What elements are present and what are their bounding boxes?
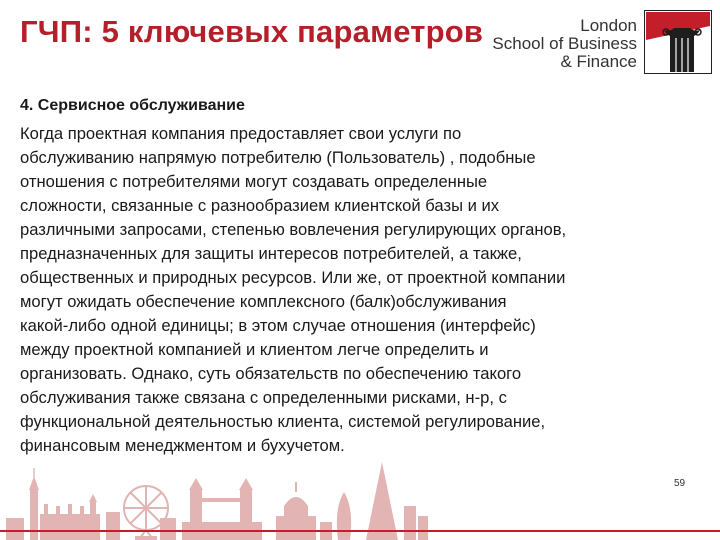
body-paragraph — [20, 122, 700, 458]
body-line-9: какой-либо одной единицы; в этом случае отношения (интерфейс) — [20, 316, 536, 335]
body-line-12: обслуживания также связана с определенными рисками, н-р, с — [20, 388, 507, 407]
body-line-6: предназначенных для защиты интересов потребителей, а также, — [20, 244, 522, 263]
slide-title: ГЧП: 5 ключевых параметров — [20, 14, 484, 49]
body-line-3: отношения с потребителями могут создавать определенные — [20, 172, 488, 191]
logo-text-line-2: School of Business — [492, 34, 637, 53]
body-line-11: организовать. Однако, суть обязательств по обеспечению такого — [20, 364, 522, 383]
body-line-13: функциональной деятельностью клиента, системой регулирование, — [20, 412, 546, 431]
body-line-4: сложности, связанные с разнообразием клиентской базы и их — [20, 196, 500, 215]
logo-text-line-1: London — [580, 16, 637, 35]
slide-content — [20, 96, 700, 458]
column-emblem-icon — [644, 10, 712, 74]
body-line-7: общественных и природных ресурсов. Или же, от проектной компании — [20, 268, 566, 287]
section-heading: 4. Сервисное обслуживание — [20, 97, 245, 114]
london-skyline-illustration — [0, 452, 440, 540]
logo-text-line-3: & Finance — [560, 52, 637, 71]
body-line-2: обслуживанию напрямую потребителю (Пользователь) , подобные — [20, 148, 536, 167]
body-line-10: между проектной компанией и клиентом легче определить и — [20, 340, 489, 359]
body-line-1: Когда проектная компания предоставляет свои услуги по — [20, 124, 462, 143]
page-number: 59 — [674, 478, 686, 489]
bottom-divider — [0, 530, 720, 532]
body-line-14: финансовым менеджментом и бухучетом. — [20, 436, 345, 455]
body-line-5: различными запросами, степенью вовлечения регулирующих органов, — [20, 220, 567, 239]
body-line-8: могут ожидать обеспечение комплексного (балк)обслуживания — [20, 292, 507, 311]
lsbf-logo — [492, 8, 720, 74]
